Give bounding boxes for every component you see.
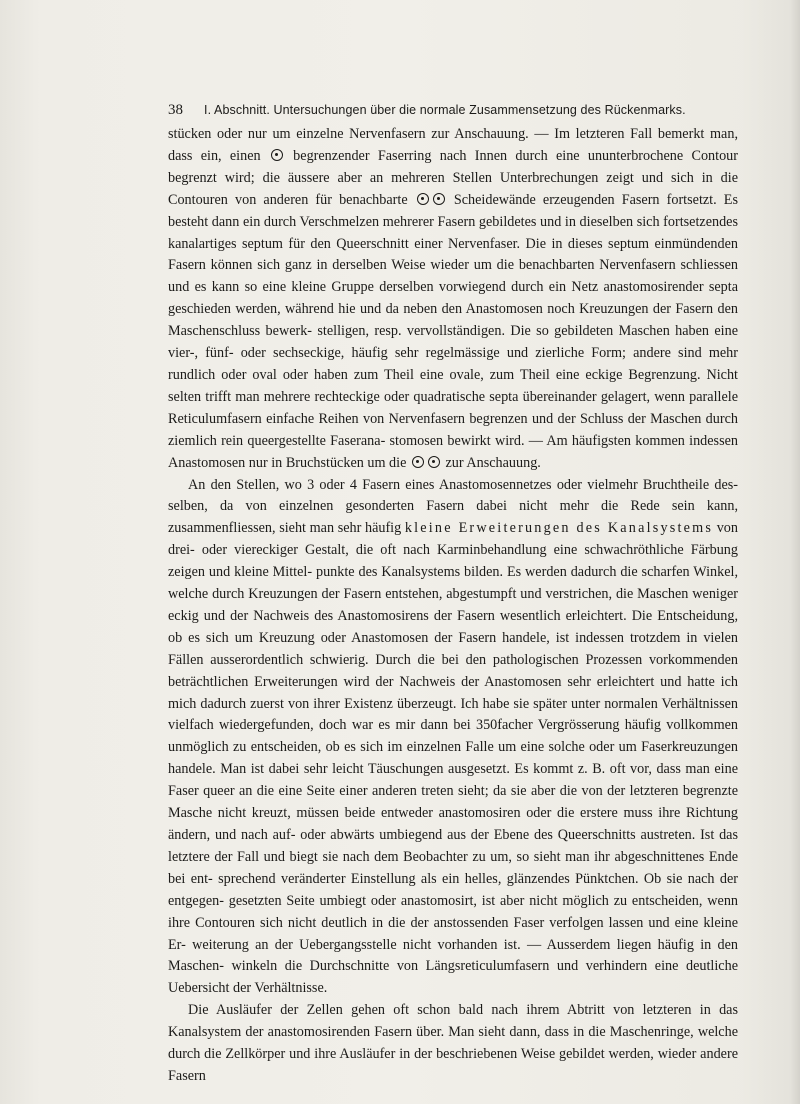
page-number: 38 [168,102,183,118]
text-segment: Die Ausläufer der Zellen gehen oft schon bald nach ihrem Abtritt von letzteren in das Kanalsystem der anastomosirenden Fasern über. Man sieht dann, dass in die Maschenringe, welche durch die Zellkörper und ihre Ausläufer in der beschriebenen Weise gebildet werden, wieder andere Fasern [168,1002,738,1084]
body-text [168,124,738,1088]
text-segment: Scheidewände erzeugenden Fasern fortsetzt. Es besteht dann ein durch Verschmelzen mehrerer Fasern gebildetes und in dieselben sich fortsetzendes kanalartiges septum für den Queerschnitt einer Nervenfaser. Die in dieses septum einmündenden Fasern können sich ganz in derselben Weise wieder um die benachbarten Nervenfasern schliessen und es kann so eine kleine Gruppe derselben vorwiegend durch ein Netz anastomosirender septa geschieden werden, während hie und da neben den Anastomosen noch Kreuzungen der Fasern den Maschenschluss bewerk- stelligen, resp. vervollständigen. Die so gebildeten Maschen haben eine vier-, fünf- oder sechseckige, häufig sehr regelmässige und zierliche Form; andere sind mehr rundlich oder oval oder haben zum Theil eine ovale, zum Theil eine eckige Begrenzung. Nicht selten trifft man mehrere rechteckige oder quadratische septa übereinander gelagert, wenn parallele Reticulumfasern einfache Reihen von Nervenfasern begrenzen und der Schluss der Maschen durch ziemlich rein queergestellte Faserana- stomosen bewirkt wird. — Am häufigsten kommen indessen Anastomosen nur in Bruchstücken um die [168,191,738,471]
paragraph-3 [168,1000,738,1088]
circle-dot-symbol [428,456,440,468]
page-header [168,102,740,124]
page-edge-shadow [740,0,800,1104]
text-segment: von drei- oder viereckiger Gestalt, die oft nach Karminbehandlung eine schwachröthliche Färbung zeigen und kleine Mittel- punkte des Kanalsystems bilden. Es werden dadurch die scharfen Winkel, welche durch Kreuzungen der Fasern entstehen, abgestumpft und verstrichen, die Maschen weniger eckig und der Nachweis des Anastomosirens der Fasern wesentlich erleichtert. Die Entscheidung, ob es sich um Kreuzung oder Anastomosen der Fasern handele, ist indessen trotzdem in vielen Fällen ausserordentlich schwierig. Durch die bei den pathologischen Prozessen vorkommenden beträchtlichen Erweiterungen wird der Nachweis der Anastomosen sehr erleichtert und hatte ich mich dadurch zuerst von ihrer Existenz überzeugt. Ich habe sie später unter normalen Verhältnissen vielfach wiedergefunden, doch war es mir dann bei 350facher Vergrösserung häufig vollkommen unmöglich zu entscheiden, ob es sich im einzelnen Falle um eine solche oder um Faserkreuzungen handele. Man ist dabei sehr leicht Täuschungen ausgesetzt. Es kommt z. B. oft vor, dass man eine Faser queer an die eine Seite einer anderen treten sieht; da sie aber die von der letzteren begrenzte Masche nicht kreuzt, müssen beide entweder anastomosiren oder die erstere muss ihre Richtung ändern, und nach auf- oder abwärts umbiegend aus der Ebene des Queerschnitts austreten. Ist das letztere der Fall und biegt sie nach dem Beobachter zu um, so sieht man ihr abgeschnittenes Ende bei ent- sprechend veränderter Einstellung als ein helles, glänzendes Pünktchen. Ob sie nach der entgegen- gesetzten Seite umbiegt oder anastomosirt, ist aber nicht möglich zu entscheiden, wenn ihre Contouren sich nicht deutlich in die der anstossenden Faser verfolgen lassen und eine kleine Er- weiterung an der Uebergangsstelle nicht vorhanden ist. — Ausserdem liegen häufig in den Maschen- winkeln die Durchschnitte von Längsreticulumfasern und verhindern eine deutliche Uebersicht der Verhältnisse. [168,520,738,997]
paragraph-2 [168,475,738,1001]
circle-dot-symbol [271,149,283,161]
text-segment: An den Stellen, wo 3 oder 4 Fasern eines Anastomosennetzes oder vielmehr Bruchtheile des- selben, da von einzelnen gesonderten Fasern dabei nicht mehr die Rede sein kann, zusammenfliessen, sieht man sehr häufig [168,476,738,537]
running-head: I. Abschnitt. Untersuchungen über die normale Zusammensetzung des Rückenmarks. [204,103,686,117]
paragraph-1 [168,124,738,475]
text-segment: begrenzender Faserring nach Innen durch eine ununterbrochene Contour begrenzt wird; die äussere aber an mehreren Stellen Unterbrechungen zeigt und sich in die Contouren von anderen für benachbarte [168,147,738,208]
circle-dot-symbol [412,456,424,468]
text-segment: stücken oder nur um einzelne Nervenfasern zur Anschauung. — Im letzteren Fall bemerkt man, dass ein, einen [168,126,738,164]
emphasized-term: kleine Erweiterungen des Kanalsystems [404,520,714,537]
circle-dot-symbol [433,193,445,205]
circle-dot-symbol [417,193,429,205]
text-segment: zur Anschauung. [441,454,541,471]
